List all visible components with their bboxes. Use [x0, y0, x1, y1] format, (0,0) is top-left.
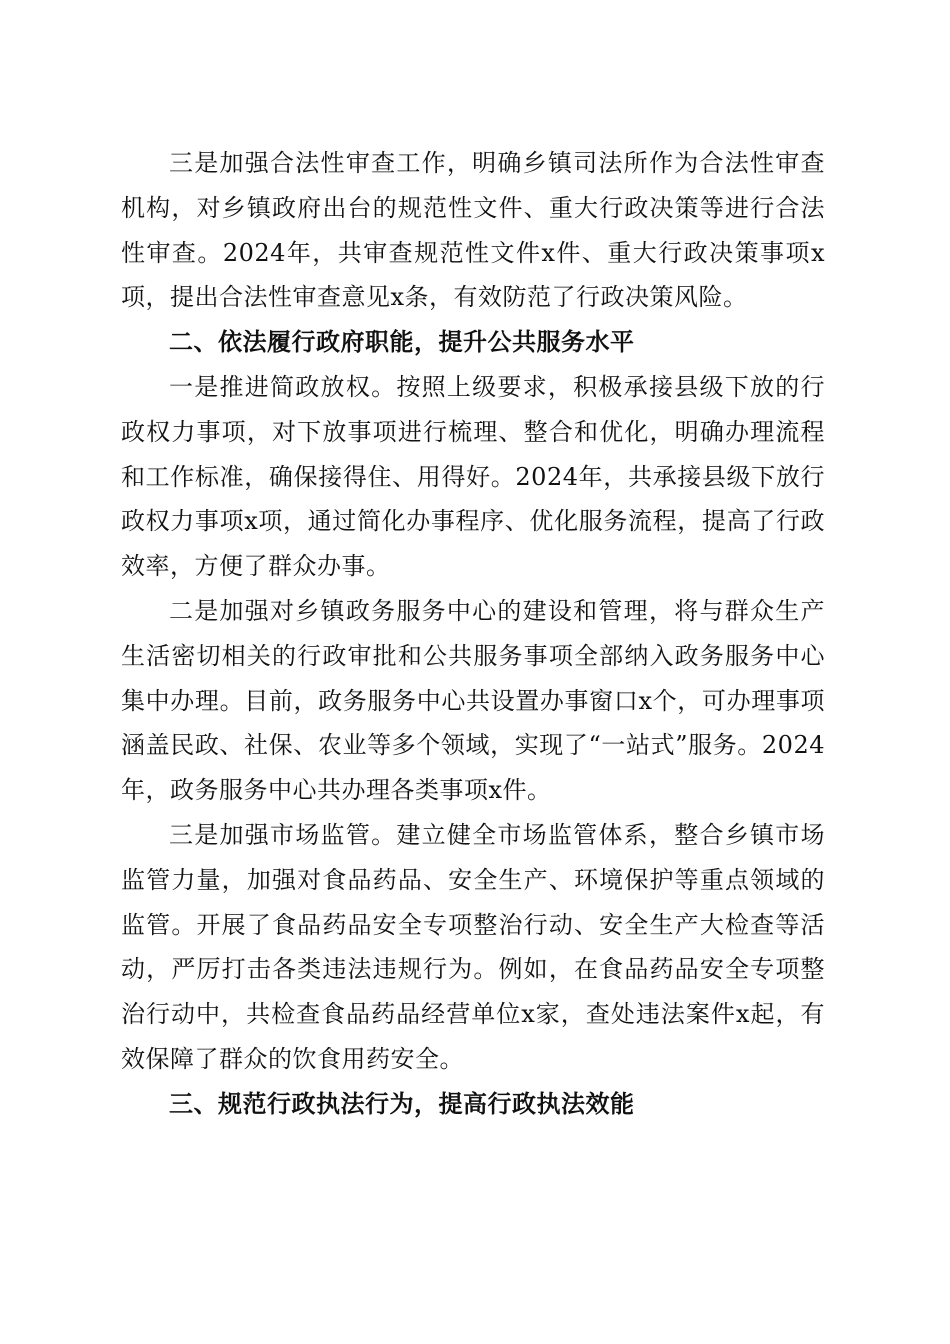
document-page: [121, 141, 825, 1127]
paragraph-legality-review: 三是加强合法性审查工作，明确乡镇司法所作为合法性审查机构，对乡镇政府出台的规范性文件、重大行政决策等进行合法性审查。2024年，共审查规范性文件x件、重大行政决策事项x项，提出合法性审查意见x条，有效防范了行政决策风险。: [121, 149, 825, 312]
paragraph-service-center: 二是加强对乡镇政务服务中心的建设和管理，将与群众生产生活密切相关的行政审批和公共服务事项全部纳入政务服务中心集中办理。目前，政务服务中心共设置办事窗口x个，可办理事项涵盖民政、社保、农业等多个领域，实现了“一站式”服务。2024年，政务服务中心共办理各类事项x件。: [121, 596, 825, 805]
section-heading-2: 二、依法履行政府职能，提升公共服务水平: [169, 328, 635, 357]
paragraph-decentralization: 一是推进简政放权。按照上级要求，积极承接县级下放的行政权力事项，对下放事项进行梳理、整合和优化，明确办理流程和工作标准，确保接得住、用得好。2024年，共承接县级下放行政权力事项x项，通过简化办事程序、优化服务流程，提高了行政效率，方便了群众办事。: [121, 372, 825, 581]
paragraph-market-supervision: 三是加强市场监管。建立健全市场监管体系，整合乡镇市场监管力量，加强对食品药品、安全生产、环境保护等重点领域的监管。开展了食品药品安全专项整治行动、安全生产大检查等活动，严厉打击各类违法违规行为。例如，在食品药品安全专项整治行动中，共检查食品药品经营单位x家，查处违法案件x起，有效保障了群众的饮食用药安全。: [121, 820, 825, 1073]
section-heading-3: 三、规范行政执法行为，提高行政执法效能: [169, 1089, 635, 1118]
